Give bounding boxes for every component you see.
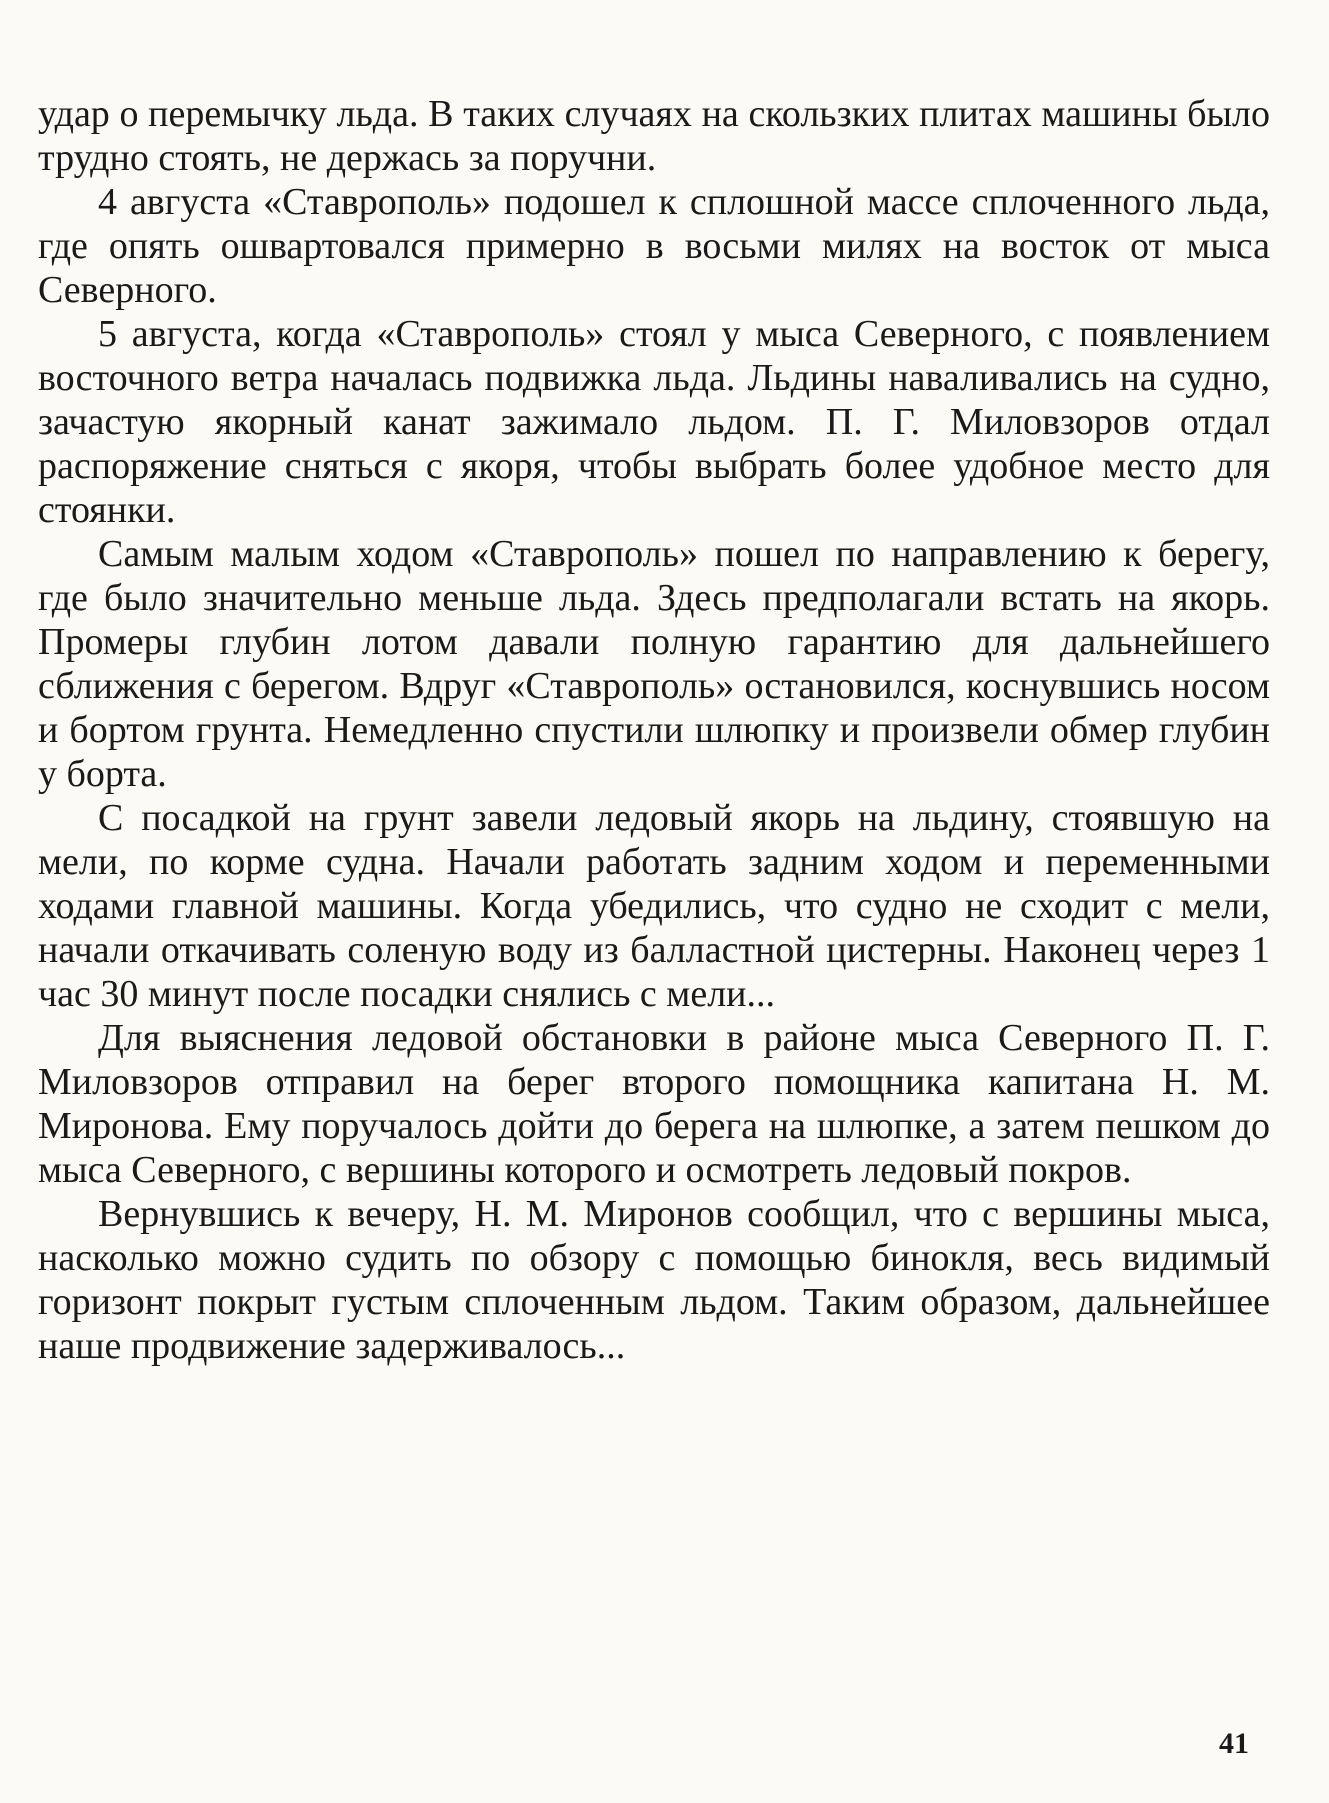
page-number: 41 (1219, 1727, 1249, 1760)
paragraph-5: С посадкой на грунт завели ледовый якорь на льдину, стоявшую на мели, по корме судна. Начали работать задним ходом и переменными ходами главной машины. Когда убедились, что судно не сходит с мели, начали откачивать соленую воду из балластной цистерны. Наконец через 1 час 30 минут после посадки снялись с мели... (38, 797, 1270, 1015)
paragraph-2: 4 августа «Ставрополь» подошел к сплошной массе сплоченного льда, где опять ошвартовался примерно в восьми милях на восток от мыса Северного. (38, 181, 1270, 311)
paragraph-7: Вернувшись к вечеру, Н. М. Миронов сообщил, что с вершины мыса, насколько можно судить по обзору с помощью бинокля, весь видимый горизонт покрыт густым сплоченным льдом. Таким образом, дальнейшее наше продвижение задерживалось... (38, 1193, 1270, 1367)
paragraph-6: Для выяснения ледовой обстановки в районе мыса Северного П. Г. Миловзоров отправил на берег второго помощника капитана Н. М. Миронова. Ему поручалось дойти до берега на шлюпке, а затем пешком до мыса Северного, с вершины которого и осмотреть ледовый покров. (38, 1017, 1270, 1191)
body-text (38, 92, 1270, 1368)
paragraph-3: 5 августа, когда «Ставрополь» стоял у мыса Северного, с появлением восточного ветра началась подвижка льда. Льдины наваливались на судно, зачастую якорный канат зажимало льдом. П. Г. Миловзоров отдал распоряжение сняться с якоря, чтобы выбрать более удобное место для стоянки. (38, 313, 1270, 531)
paragraph-4: Самым малым ходом «Ставрополь» пошел по направлению к берегу, где было значительно меньше льда. Здесь предполагали встать на якорь. Промеры глубин лотом давали полную гарантию для дальнейшего сближения с берегом. Вдруг «Ставрополь» остановился, коснувшись носом и бортом грунта. Немедленно спустили шлюпку и произвели обмер глубин у борта. (38, 533, 1270, 795)
paragraph-1: удар о перемычку льда. В таких случаях на скользких плитах машины было трудно стоять, не держась за поручни. (38, 93, 1270, 179)
